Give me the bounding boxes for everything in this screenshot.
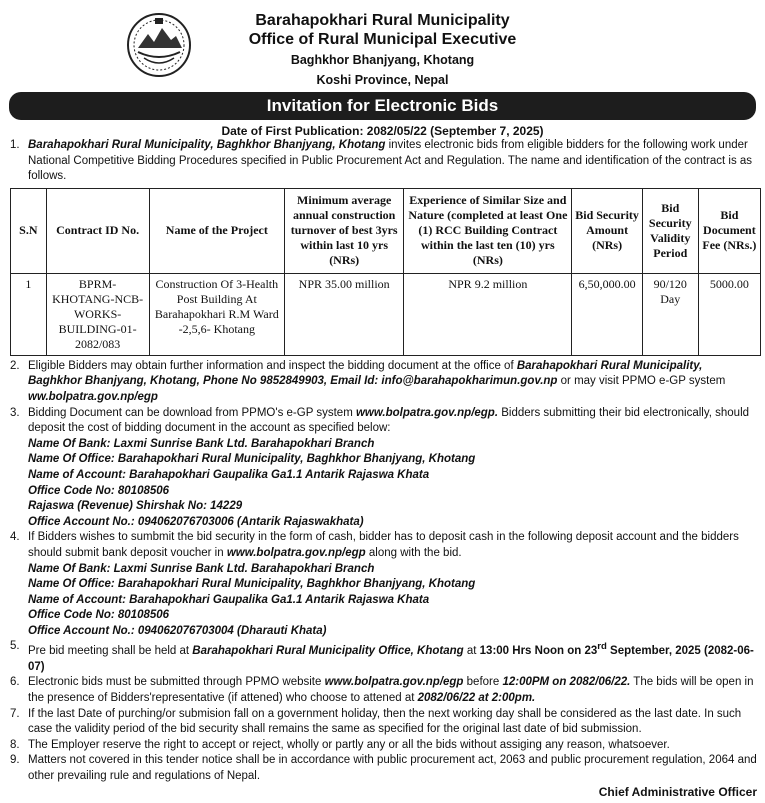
clause-text: [28, 406, 759, 531]
meeting-date: September, 2025 (2082-06-07): [28, 645, 754, 673]
office-contact: Barahapokhari Rural Municipality, Baghkhor Bhanjyang, Khotang, Phone No 9852849903, Email Id: info@barahapokharimun.gov.np: [28, 359, 703, 388]
clause-body: or may visit PPMO e-GP system: [557, 375, 726, 388]
clause-text: [28, 359, 759, 406]
clause-body: Pre bid meeting shall be held at: [28, 645, 193, 658]
clause-number: 5.: [10, 640, 20, 653]
account-name: Name of Account: Barahapokhari Gaupalika Ga1.1 Antarik Rajaswa Khata: [28, 468, 430, 481]
table-cell: NPR 9.2 million: [404, 273, 572, 355]
clause-body: Bidding Document can be download from PPMO's e-GP system: [28, 406, 356, 419]
signature-title: Chief Administrative Officer: [598, 785, 757, 799]
clause-4: [6, 530, 759, 639]
clause-body: along with the bid.: [365, 546, 462, 559]
clause-body: If Bidders wishes to sumbmit the bid security in the form of cash, bidder has to deposit cash in the following deposit account and the bidders should submit bank deposit voucher in: [28, 531, 739, 559]
notice-banner: Invitation for Electronic Bids: [9, 92, 756, 120]
clause-1: [6, 138, 759, 185]
clause-body: invites electronic bids from eligible bidders for the following work under National Competitive Bidding Procedures specified in Public Procurement Act and Regulation. The name and identification of the contract is as follows.: [28, 139, 753, 183]
table-cell: 1: [11, 273, 47, 355]
table-cell: 5000.00: [698, 273, 760, 355]
col-header: Bid Security Validity Period: [642, 188, 698, 273]
municipality-emblem-icon: [124, 12, 194, 78]
clause-number: 4.: [10, 531, 20, 544]
table-cell: Construction Of 3-Health Post Building At Barahapokhari R.M Ward -2,5,6- Khotang: [149, 273, 285, 355]
clause-9: [6, 753, 759, 784]
col-header: S.N: [11, 188, 47, 273]
publication-date: Date of First Publication: 2082/05/22 (September 7, 2025): [221, 124, 544, 138]
account-name: Name of Account: Barahapokhari Gaupalika Ga1.1 Antarik Rajaswa Khata: [28, 593, 430, 606]
col-header: Name of the Project: [149, 188, 285, 273]
office-name: Office of Rural Municipal Executive: [248, 31, 517, 48]
egp-link[interactable]: ww.bolpatra.gov.np/egp: [28, 390, 158, 403]
office-name-line: Name Of Office: Barahapokhari Rural Municipality, Baghkhor Bhanjyang, Khotang: [28, 453, 476, 466]
col-header: Bid Document Fee (NRs.): [698, 188, 760, 273]
header: [6, 0, 759, 90]
col-header: Experience of Similar Size and Nature (completed at least One (1) RCC Building Contract within the last ten (10) yrs (NRs): [404, 188, 572, 273]
table-row: [11, 273, 761, 355]
table-cell: BPRM-KHOTANG-NCB-WORKS-BUILDING-01-2082/083: [46, 273, 149, 355]
clause-5: [6, 639, 759, 675]
ordinal-suffix: rd: [597, 641, 607, 653]
bank-name: Name Of Bank: Laxmi Sunrise Bank Ltd. Barahapokhari Branch: [28, 562, 375, 575]
clause-3: [6, 406, 759, 531]
table-cell: 6,50,000.00: [572, 273, 642, 355]
contract-table: [10, 188, 761, 356]
municipality-name: Barahapokhari Rural Municipality: [255, 12, 510, 29]
egp-link[interactable]: www.bolpatra.gov.np/egp.: [355, 406, 499, 419]
clause-body: The bids will be open in the presence of Bidders'representative (if attened) who choose to attened at: [28, 676, 754, 705]
province-line: Koshi Province, Nepal: [316, 73, 449, 87]
employer-name: Barahapokhari Rural Municipality, Baghkhor Bhanjyang, Khotang: [28, 139, 386, 151]
table-cell: 90/120 Day: [642, 273, 698, 355]
clause-number: 3.: [10, 406, 20, 419]
clause-body: Electronic bids must be submitted through PPMO website: [28, 676, 325, 689]
account-number: Office Account No.: 094062076703006 (Antarik Rajaswakhata): [28, 515, 364, 528]
clause-number: 8.: [10, 738, 20, 751]
bank-name: Name Of Bank: Laxmi Sunrise Bank Ltd. Barahapokhari Branch: [28, 437, 375, 450]
address-line: Baghkhor Bhanjyang, Khotang: [290, 53, 475, 67]
clause-number: 7.: [10, 707, 20, 720]
submission-deadline: 12:00PM on 2082/06/22.: [502, 676, 631, 689]
clause-2: [6, 359, 759, 406]
clause-text: [28, 639, 759, 675]
clause-number: 1.: [10, 139, 20, 151]
clause-body: before: [463, 676, 503, 689]
clause-6: [6, 675, 759, 706]
clause-text: Matters not covered in this tender notice shall be in accordance with public procurement act, 2063 and public procurement regulation, 2064 and other prevailing rule and regulations of Nepal.: [28, 754, 757, 783]
clause-text: The Employer reserve the right to accept or reject, wholly or partly any or all the bids without assiging any reason, whatsoever.: [28, 738, 670, 751]
meeting-venue: Barahapokhari Rural Municipality Office, Khotang: [192, 645, 464, 658]
opening-time: 2082/06/22 at 2:00pm.: [417, 692, 536, 705]
office-code: Office Code No: 80108506: [28, 609, 170, 622]
egp-link[interactable]: www.bolpatra.gov.np/egp: [226, 546, 366, 559]
clause-7: [6, 707, 759, 738]
clause-body: Eligible Bidders may obtain further information and inspect the bidding document at the office of: [28, 359, 517, 372]
clause-8: [6, 738, 759, 754]
clause-text: [28, 530, 759, 639]
col-header: Minimum average annual construction turnover of best 3yrs within last 10 yrs (NRs): [285, 188, 404, 273]
col-header: Contract ID No.: [46, 188, 149, 273]
office-code: Office Code No: 80108506: [28, 484, 170, 497]
clause-text: [28, 138, 759, 185]
clause-number: 2.: [10, 359, 20, 372]
table-header-row: [11, 188, 761, 273]
clause-text: [28, 675, 759, 706]
col-header: Bid Security Amount (NRs): [572, 188, 642, 273]
revenue-heading-no: Rajaswa (Revenue) Shirshak No: 14229: [28, 500, 243, 513]
office-name-line: Name Of Office: Barahapokhari Rural Municipality, Baghkhor Bhanjyang, Khotang: [28, 578, 476, 591]
clause-body: Bidders submitting their bid electronically, should deposit the cost of bidding document in the account as specified below:: [28, 406, 750, 435]
clause-number: 6.: [10, 676, 20, 689]
clause-body: at: [463, 645, 480, 658]
meeting-time: 13:00 Hrs Noon on 23: [479, 645, 598, 658]
clause-number: 9.: [10, 754, 20, 767]
clause-text: If the last Date of purching/or submision fall on a government holiday, then the next working day shall be considered as the last date. In such case the validity period of the bid security shall remains the same as specified for the original last date of bid submission.: [28, 707, 742, 736]
egp-link[interactable]: www.bolpatra.gov.np/egp: [324, 676, 464, 689]
table-cell: NPR 35.00 million: [285, 273, 404, 355]
account-number: Office Account No.: 094062076703004 (Dharauti Khata): [28, 624, 327, 637]
